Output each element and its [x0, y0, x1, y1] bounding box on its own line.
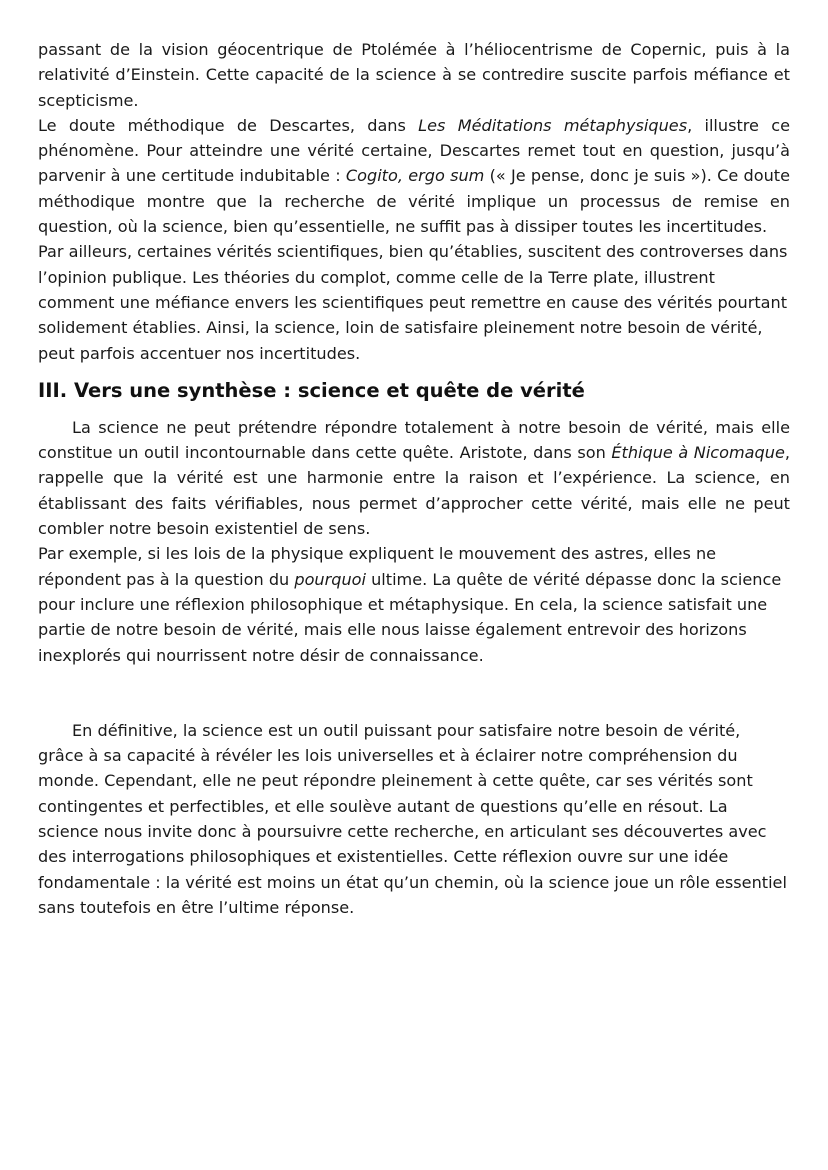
paragraph-text: (« Je pense, donc je suis »). Ce doute méthodique montre que la recherche de vérité implique un processus de remise en question, où la science, bien qu’essentielle, ne suffit pas à dissiper toutes les incertitudes.	[38, 166, 790, 237]
paragraph-text: Le doute méthodique de Descartes, dans	[38, 115, 419, 135]
paragraph-aristotle	[38, 415, 790, 541]
paragraph-text: , rappelle que la vérité est une harmonie entre la raison et l’expérience. La science, en établissant des faits vérifiables, nous permet d’approcher cette vérité, mais elle ne peut combler notre besoin existentiel de sens.	[38, 443, 790, 539]
paragraph-public-controversies: Par ailleurs, certaines vérités scientifiques, bien qu’établies, suscitent des controverses dans l’opinion publique. Les théories du complot, comme celle de la Terre plate, illustrent comment une méfiance envers les scientifiques peut remettre en cause des vérités pourtant solidement établies. Ainsi, la science, loin de satisfaire pleinement notre besoin de vérité, peut parfois accentuer nos incertitudes.	[38, 242, 788, 363]
paragraph-conclusion: En définitive, la science est un outil puissant pour satisfaire notre besoin de vérité, grâce à sa capacité à révéler les lois universelles et à éclairer notre compréhension du monde. Cependant, elle ne peut répondre pleinement à cette quête, car ses vérités sont contingentes et perfectibles, et elle soulève autant de questions qu’elle en résout. La science nous invite donc à poursuivre cette recherche, en articulant ses découvertes avec des interrogations philosophiques et existentielles. Cette réflexion ouvre sur une idée fondamentale : la vérité est moins un état qu’un chemin, où la science joue un rôle essentiel sans toutefois en être l’ultime réponse.	[38, 720, 787, 917]
paragraph-descartes-doubt	[38, 113, 790, 239]
section-spacer	[38, 668, 790, 718]
paragraph-scientific-revisions: passant de la vision géocentrique de Ptolémée à l’héliocentrisme de Copernic, puis à la relativité d’Einstein. Cette capacité de la science à se contredire suscite parfois méfiance et scepticisme.	[38, 40, 790, 110]
paragraph-text: ultime. La quête de vérité dépasse donc la science pour inclure une réflexion philosophique et métaphysique. En cela, la science satisfait une partie de notre besoin de vérité, mais elle nous laisse également entrevoir des horizons inexplorés qui nourrissent notre désir de connaissance.	[38, 569, 782, 665]
work-title: Les Méditations métaphysiques	[418, 115, 688, 135]
latin-quote: Cogito, ergo sum	[345, 166, 485, 186]
section-heading-synthesis: III. Vers une synthèse : science et quête de vérité	[38, 378, 585, 402]
paragraph-text: La science ne peut prétendre répondre totalement à notre besoin de vérité, mais elle constitue un outil incontournable dans cette quête. Aristote, dans son	[38, 417, 790, 463]
paragraph-physics-example	[38, 541, 790, 667]
paragraph-text: Par exemple, si les lois de la physique expliquent le mouvement des astres, elles ne répondent pas à la question du	[38, 544, 717, 589]
emphasis-word: pourquoi	[294, 569, 366, 589]
paragraph-text: , illustre ce phénomène. Pour atteindre une vérité certaine, Descartes remet tout en question, jusqu’à parvenir à une certitude indubitable :	[38, 115, 790, 186]
work-title: Éthique à Nicomaque	[611, 443, 785, 463]
